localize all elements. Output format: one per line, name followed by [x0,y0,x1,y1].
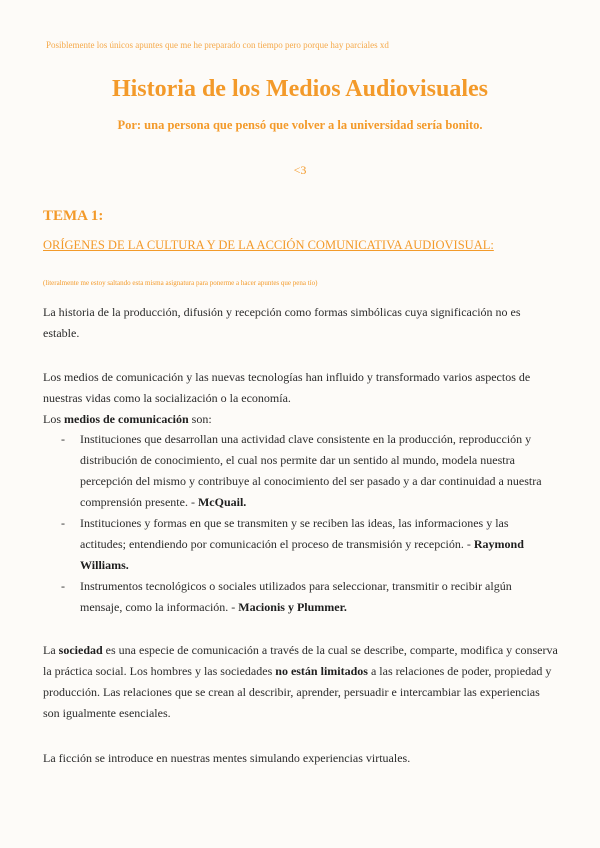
section-title: ORÍGENES DE LA CULTURA Y DE LA ACCIÓN COMUNICATIVA AUDIOVISUAL: [43,238,494,252]
page-title: Historia de los Medios Audiovisuales [111,76,489,102]
section-label: TEMA 1: [43,208,104,224]
list-dash: - [61,516,65,530]
list-item [43,513,555,576]
paragraph-medios-intro [43,409,555,430]
p4-e: a las relaciones de poder, propiedad y producción. Las relaciones que se crean al describir, aprender, persuadir e intercambiar las experiencias son igualmente esenciales. [43,664,552,720]
page-subtitle: Por: una persona que pensó que volver a la universidad sería bonito. [117,118,483,132]
definitions-list [43,429,555,618]
list-item-author: Macionis y Plummer. [238,600,347,614]
paragraph-sociedad [43,640,558,724]
list-item-text: Instrumentos tecnológicos o sociales utilizados para seleccionar, transmitir o recibir algún mensaje, como la información. - [80,579,512,614]
list-item-text: Instituciones que desarrollan una actividad clave consistente en la producción, reproducción y distribución de conocimiento, el cual nos permite dar un sentido al mundo, modela nuestra percepción del mismo y contribuye al conocimiento del ser pasado y a dar continuidad a nuestra comprensión presente. - [80,432,542,509]
p3-bold: medios de comunicación [64,412,189,426]
list-item [43,576,555,618]
paragraph-medios-tecnologias: Los medios de comunicación y las nuevas tecnologías han influido y transformado varios aspectos de nuestras vidas como la socialización o la economía. [43,370,531,405]
heart-text: <3 [293,163,307,177]
p4-d: no están limitados [275,664,368,678]
p3-pre: Los [43,412,64,426]
list-item-author: Raymond Williams. [80,537,524,572]
section-note: (literalmente me estoy saltando esta misma asignatura para ponerme a hacer apuntes que pena tío) [43,279,318,287]
p4-b: sociedad [58,643,103,657]
paragraph-ficcion: La ficción se introduce en nuestras mentes simulando experiencias virtuales. [43,751,411,765]
p4-a: La [43,643,59,657]
list-item-text: Instituciones y formas en que se transmiten y se reciben las ideas, las informaciones y las actitudes; entendiendo por comunicación el proceso de transmisión y recepción. - [80,516,509,551]
paragraph-historia: La historia de la producción, difusión y recepción como formas simbólicas cuya significación no es estable. [43,305,521,340]
list-item [43,429,555,513]
list-item-author: McQuail. [197,495,247,509]
p4-c: es una especie de comunicación a través de la cual se describe, comparte, modifica y conserva la práctica social. Los hombres y las sociedades [43,643,558,678]
p3-post: son: [188,412,212,426]
list-dash: - [61,432,65,446]
list-dash: - [61,579,65,593]
top-note: Posiblemente los únicos apuntes que me he preparado con tiempo pero porque hay parciales xd [46,40,389,50]
